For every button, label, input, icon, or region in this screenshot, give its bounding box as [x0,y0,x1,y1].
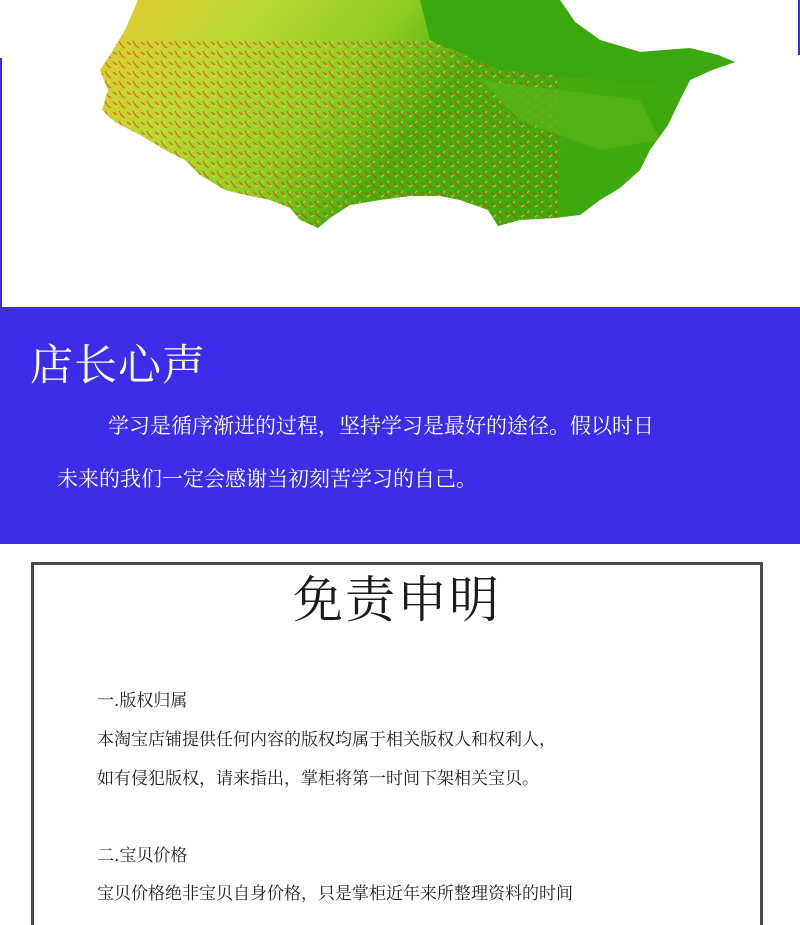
copyright-text-line-2: 如有侵犯版权，请来指出，掌柜将第一时间下架相关宝贝。 [97,769,539,789]
map-image-section [0,0,800,307]
copyright-text-line-1: 本淘宝店铺提供任何内容的版权均属于相关版权人和权利人， [97,730,556,750]
price-text-line-1: 宝贝价格绝非宝贝自身价格，只是掌柜近年来所整理资料的时间 [97,884,573,904]
section-heading-copyright: 一.版权归属 [97,691,188,711]
disclaimer-box [31,562,763,925]
shopkeeper-message-banner [0,307,800,544]
banner-title: 店长心声 [30,341,206,391]
terrain-map-image [0,0,800,307]
disclaimer-title: 免责申明 [293,571,501,629]
banner-text-line-1: 学习是循序渐进的过程，坚持学习是最好的途径。假以时日 [108,414,654,438]
banner-text-line-2: 未来的我们一定会感谢当初刻苦学习的自己。 [57,467,477,491]
section-heading-price: 二.宝贝价格 [97,846,188,866]
